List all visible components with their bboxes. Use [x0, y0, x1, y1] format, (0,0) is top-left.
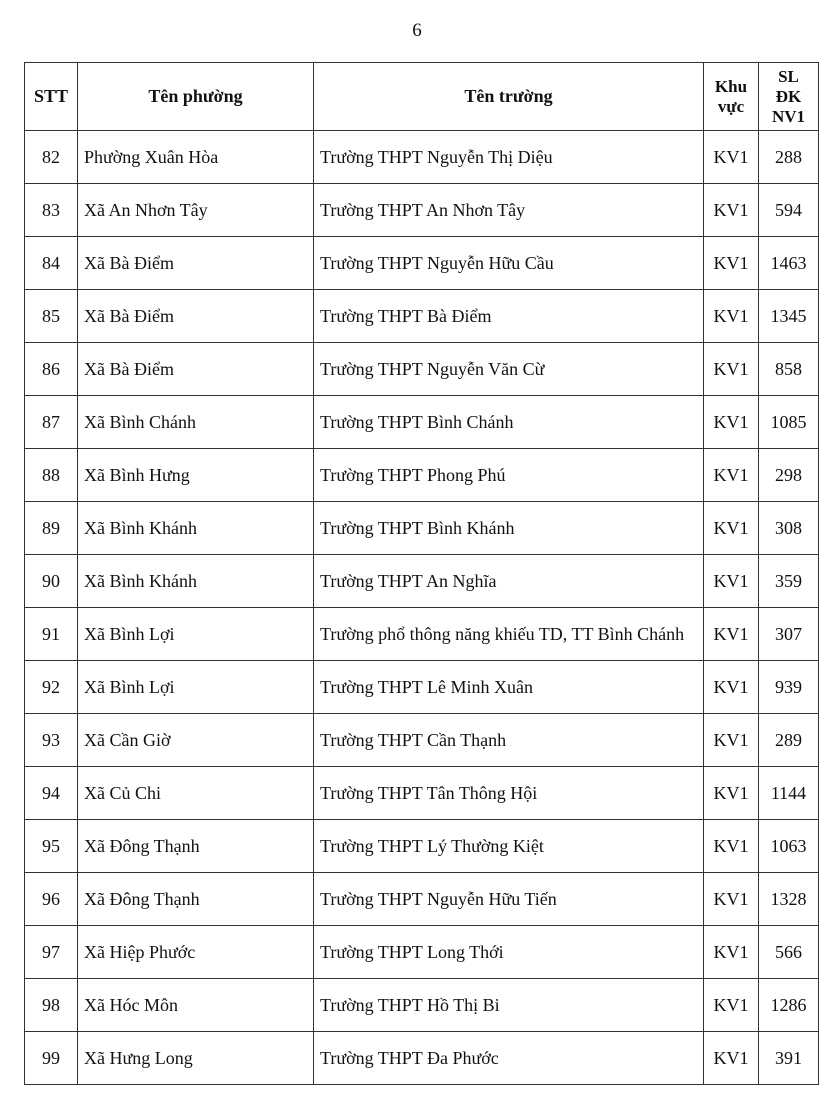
- cell-count: 939: [759, 661, 819, 714]
- cell-ward: Xã Củ Chi: [78, 767, 314, 820]
- cell-stt: 92: [25, 661, 78, 714]
- cell-area: KV1: [704, 714, 759, 767]
- cell-area: KV1: [704, 1032, 759, 1085]
- cell-area: KV1: [704, 926, 759, 979]
- cell-stt: 96: [25, 873, 78, 926]
- header-school: Tên trường: [314, 63, 704, 131]
- table-row: [25, 820, 819, 873]
- header-count-line3: NV1: [771, 106, 806, 126]
- cell-area: KV1: [704, 131, 759, 184]
- cell-count: 594: [759, 184, 819, 237]
- header-count-line1: SL: [778, 66, 799, 86]
- cell-stt: 95: [25, 820, 78, 873]
- table-row: [25, 449, 819, 502]
- header-count: [759, 63, 819, 131]
- cell-count: 298: [759, 449, 819, 502]
- cell-school: Trường THPT Long Thới: [314, 926, 704, 979]
- table-row: [25, 1032, 819, 1085]
- cell-ward: Xã Đông Thạnh: [78, 873, 314, 926]
- cell-count: 1328: [759, 873, 819, 926]
- cell-ward: Xã Bình Hưng: [78, 449, 314, 502]
- cell-count: 566: [759, 926, 819, 979]
- table-row: [25, 767, 819, 820]
- cell-ward: Xã Hưng Long: [78, 1032, 314, 1085]
- cell-count: 1144: [759, 767, 819, 820]
- cell-ward: Xã Bà Điểm: [78, 290, 314, 343]
- table-row: [25, 661, 819, 714]
- cell-area: KV1: [704, 502, 759, 555]
- cell-area: KV1: [704, 237, 759, 290]
- cell-school: Trường THPT Tân Thông Hội: [314, 767, 704, 820]
- cell-stt: 89: [25, 502, 78, 555]
- cell-stt: 93: [25, 714, 78, 767]
- cell-school: Trường THPT Nguyễn Hữu Cầu: [314, 237, 704, 290]
- cell-count: 1286: [759, 979, 819, 1032]
- cell-count: 1345: [759, 290, 819, 343]
- cell-ward: Xã Hiệp Phước: [78, 926, 314, 979]
- page-number: 6: [412, 20, 422, 41]
- cell-ward: Xã Đông Thạnh: [78, 820, 314, 873]
- table-row: [25, 873, 819, 926]
- cell-area: KV1: [704, 979, 759, 1032]
- cell-ward: Phường Xuân Hòa: [78, 131, 314, 184]
- header-area-line2: vực: [717, 96, 745, 116]
- cell-count: 307: [759, 608, 819, 661]
- cell-stt: 83: [25, 184, 78, 237]
- cell-school: Trường THPT Lý Thường Kiệt: [314, 820, 704, 873]
- cell-area: KV1: [704, 396, 759, 449]
- table-row: [25, 502, 819, 555]
- cell-count: 858: [759, 343, 819, 396]
- cell-count: 1085: [759, 396, 819, 449]
- cell-stt: 99: [25, 1032, 78, 1085]
- table-row: [25, 555, 819, 608]
- cell-count: 1463: [759, 237, 819, 290]
- cell-count: 359: [759, 555, 819, 608]
- cell-school: Trường THPT Bà Điểm: [314, 290, 704, 343]
- cell-school: Trường THPT Hồ Thị Bi: [314, 979, 704, 1032]
- school-registration-table: [24, 62, 819, 1085]
- table-row: [25, 343, 819, 396]
- cell-school: Trường THPT Bình Khánh: [314, 502, 704, 555]
- cell-ward: Xã Cần Giờ: [78, 714, 314, 767]
- cell-school: Trường THPT Cần Thạnh: [314, 714, 704, 767]
- cell-stt: 84: [25, 237, 78, 290]
- cell-school: Trường THPT Đa Phước: [314, 1032, 704, 1085]
- cell-stt: 86: [25, 343, 78, 396]
- table-row: [25, 237, 819, 290]
- cell-stt: 94: [25, 767, 78, 820]
- cell-school: Trường THPT Nguyễn Thị Diệu: [314, 131, 704, 184]
- cell-area: KV1: [704, 873, 759, 926]
- cell-stt: 90: [25, 555, 78, 608]
- cell-area: KV1: [704, 290, 759, 343]
- table-row: [25, 131, 819, 184]
- cell-ward: Xã Bình Lợi: [78, 661, 314, 714]
- cell-count: 391: [759, 1032, 819, 1085]
- header-stt: STT: [25, 63, 78, 131]
- cell-area: KV1: [704, 820, 759, 873]
- cell-school: Trường THPT Nguyễn Hữu Tiến: [314, 873, 704, 926]
- header-area-line1: Khu: [714, 76, 748, 96]
- table-row: [25, 608, 819, 661]
- cell-area: KV1: [704, 661, 759, 714]
- cell-area: KV1: [704, 343, 759, 396]
- cell-area: KV1: [704, 449, 759, 502]
- cell-count: 308: [759, 502, 819, 555]
- cell-ward: Xã Bình Khánh: [78, 502, 314, 555]
- cell-school: Trường phổ thông năng khiếu TD, TT Bình Chánh: [314, 608, 704, 661]
- cell-area: KV1: [704, 608, 759, 661]
- cell-ward: Xã An Nhơn Tây: [78, 184, 314, 237]
- cell-school: Trường THPT An Nghĩa: [314, 555, 704, 608]
- table-row: [25, 979, 819, 1032]
- cell-school: Trường THPT An Nhơn Tây: [314, 184, 704, 237]
- cell-count: 289: [759, 714, 819, 767]
- cell-count: 1063: [759, 820, 819, 873]
- table-row: [25, 714, 819, 767]
- cell-stt: 97: [25, 926, 78, 979]
- cell-school: Trường THPT Lê Minh Xuân: [314, 661, 704, 714]
- table-header-row: [25, 63, 819, 131]
- header-ward: Tên phường: [78, 63, 314, 131]
- cell-ward: Xã Bà Điểm: [78, 237, 314, 290]
- table-row: [25, 396, 819, 449]
- cell-stt: 88: [25, 449, 78, 502]
- cell-ward: Xã Bình Chánh: [78, 396, 314, 449]
- table-row: [25, 290, 819, 343]
- header-area: [704, 63, 759, 131]
- cell-school: Trường THPT Phong Phú: [314, 449, 704, 502]
- cell-stt: 91: [25, 608, 78, 661]
- cell-ward: Xã Bình Lợi: [78, 608, 314, 661]
- cell-stt: 82: [25, 131, 78, 184]
- cell-ward: Xã Bà Điểm: [78, 343, 314, 396]
- cell-area: KV1: [704, 184, 759, 237]
- cell-area: KV1: [704, 555, 759, 608]
- cell-stt: 85: [25, 290, 78, 343]
- header-count-line2: ĐK: [775, 86, 802, 106]
- table-row: [25, 184, 819, 237]
- cell-area: KV1: [704, 767, 759, 820]
- cell-stt: 87: [25, 396, 78, 449]
- cell-stt: 98: [25, 979, 78, 1032]
- table-row: [25, 926, 819, 979]
- cell-ward: Xã Bình Khánh: [78, 555, 314, 608]
- cell-count: 288: [759, 131, 819, 184]
- cell-school: Trường THPT Bình Chánh: [314, 396, 704, 449]
- cell-school: Trường THPT Nguyễn Văn Cừ: [314, 343, 704, 396]
- cell-ward: Xã Hóc Môn: [78, 979, 314, 1032]
